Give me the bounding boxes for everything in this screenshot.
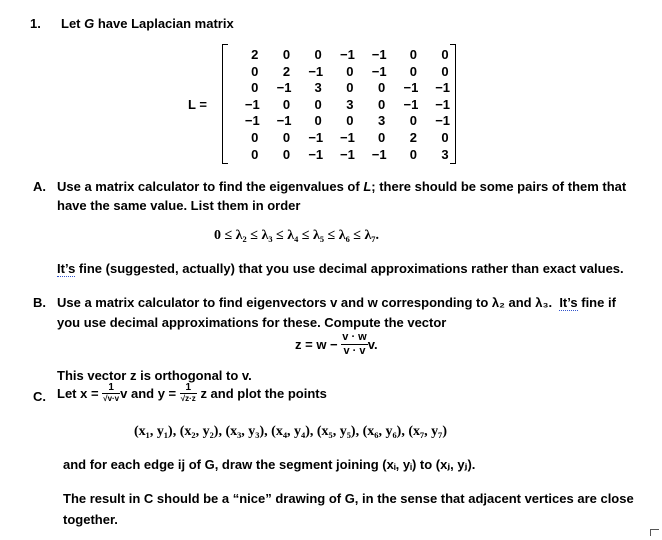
matrix-cell-value: 0 — [441, 47, 449, 62]
z-formula-num: v · w — [342, 331, 367, 343]
partB-line1-main: Use a matrix calculator to find eigenvectors v and w corresponding to λ₂ and λ₃. — [57, 295, 553, 310]
matrix-cell — [323, 146, 355, 163]
matrix-cell-value: 0 — [251, 63, 259, 79]
partC-text-a: Let x = — [57, 386, 99, 401]
matrix-cell — [387, 112, 419, 129]
matrix-cell-value: 0 — [314, 96, 322, 112]
partB-line1-word: It’s — [559, 295, 578, 310]
matrix-cell-value: −1 — [276, 80, 292, 96]
matrix-cell — [260, 129, 292, 146]
matrix-cell — [323, 112, 355, 129]
z-formula — [295, 331, 378, 358]
matrix-cell-value: −1 — [371, 146, 387, 162]
matrix-cell — [323, 46, 355, 63]
matrix-cell-value: 2 — [251, 47, 259, 62]
matrix-cell — [418, 46, 450, 63]
matrix-cell-value: −1 — [403, 96, 419, 112]
matrix-cell-value: 3 — [314, 80, 322, 96]
matrix-cell-value: −1 — [308, 130, 324, 145]
matrix-cell — [323, 96, 355, 113]
partA-note — [57, 261, 624, 276]
matrix-label-text: L = — [188, 97, 207, 112]
x-fraction — [102, 383, 120, 404]
matrix-cell — [260, 96, 292, 113]
matrix-row — [228, 129, 450, 146]
matrix-cell-value: −1 — [435, 113, 451, 129]
matrix-cell-value: 0 — [282, 146, 291, 162]
matrix-row — [228, 112, 450, 129]
matrix-cell-value: −1 — [371, 63, 387, 79]
matrix-cell-value: −1 — [244, 96, 260, 112]
matrix-cell — [228, 112, 260, 129]
matrix-cell-value: 0 — [409, 63, 417, 79]
matrix-cell — [228, 79, 260, 96]
matrix-cell-value: −1 — [340, 130, 355, 145]
matrix-cell-value: −1 — [371, 47, 387, 62]
matrix-cell — [355, 146, 387, 163]
matrix-cell — [418, 96, 450, 113]
partA-note-word: It’s — [57, 261, 76, 276]
matrix-cell — [260, 46, 292, 63]
matrix-cell — [418, 129, 450, 146]
intro-var: G — [84, 16, 95, 31]
matrix-cell — [355, 112, 387, 129]
matrix-right-bracket — [450, 44, 456, 164]
laplacian-matrix — [222, 44, 456, 166]
z-formula-tail: v. — [367, 337, 378, 352]
eigenvalue-inequality: 0 ≤ λ₂ ≤ λ₃ ≤ λ₄ ≤ λ₅ ≤ λ₆ ≤ λ₇. — [214, 228, 380, 243]
matrix-cell — [387, 46, 419, 63]
matrix-cell-value: −1 — [308, 146, 324, 162]
matrix-cell — [418, 63, 450, 80]
partA-line1-var: L — [363, 179, 372, 194]
matrix-cell — [355, 79, 387, 96]
intro-post: have Laplacian matrix — [94, 16, 234, 31]
partC-text-c: z and plot the points — [200, 386, 327, 401]
matrix-cell — [228, 63, 260, 80]
x-frac-num: 1 — [102, 383, 120, 394]
matrix-cell — [260, 63, 292, 80]
matrix-cell-value: −1 — [276, 113, 292, 129]
matrix-cell — [291, 46, 323, 63]
matrix-cell-value: 0 — [346, 63, 354, 79]
points-list: (x₁, y₁), (x₂, y₂), (x₃, y₃), (x₄, y₄), (x₅, y₅), (x₆, y₆), (x₇, y₇) — [134, 424, 448, 439]
matrix-cell — [418, 112, 450, 129]
matrix-cell — [291, 112, 323, 129]
matrix-cell — [228, 129, 260, 146]
partA-label: A. — [33, 179, 46, 194]
matrix-cell — [387, 129, 419, 146]
matrix-row — [228, 46, 450, 63]
problem-intro — [61, 16, 234, 31]
matrix-cell-value: −1 — [340, 146, 355, 162]
matrix-cell — [260, 146, 292, 163]
matrix-cell-value: 0 — [377, 80, 386, 96]
matrix-cell — [355, 96, 387, 113]
partC-line1 — [57, 383, 327, 404]
matrix-cell-value: 2 — [282, 63, 291, 79]
matrix-cell-value: 0 — [282, 130, 291, 145]
y-frac-den: √z·z — [180, 394, 196, 403]
matrix-cell-value: −1 — [340, 47, 355, 62]
matrix-cell-value: 0 — [441, 63, 449, 79]
matrix-cell-value: 0 — [251, 146, 259, 162]
matrix-cell — [418, 79, 450, 96]
resize-corner-icon — [650, 529, 659, 536]
matrix-cell — [291, 63, 323, 80]
matrix-cell-value: −1 — [435, 96, 451, 112]
matrix-cell — [323, 129, 355, 146]
matrix-cell-value: 0 — [377, 96, 386, 112]
matrix-cell-value: −1 — [308, 63, 324, 79]
partA-note-rest: fine (suggested, actually) that you use decimal approximations rather than exact values. — [75, 261, 624, 276]
z-formula-fraction — [341, 331, 367, 358]
partA-line1-post: ; there should be some pairs of them that — [371, 179, 627, 194]
matrix-cell-value: 0 — [409, 47, 417, 62]
matrix-label — [188, 97, 207, 112]
matrix-cell-value: 0 — [314, 47, 322, 62]
matrix-cell — [355, 63, 387, 80]
y-frac-num: 1 — [180, 383, 197, 394]
partB-line1 — [57, 295, 616, 310]
problem-number: 1. — [30, 16, 41, 31]
matrix-cell — [355, 129, 387, 146]
matrix-cell-value: 0 — [251, 130, 259, 145]
matrix-row — [228, 79, 450, 96]
partB-line2: you use decimal approximations for these. Compute the vector — [57, 315, 447, 330]
result-line2: together. — [63, 512, 118, 527]
matrix-cell — [355, 46, 387, 63]
matrix-cell-value: 0 — [409, 113, 417, 129]
partA-line1 — [57, 179, 626, 194]
matrix-cell-value: 0 — [346, 113, 354, 129]
matrix-cell-value: 3 — [346, 96, 354, 112]
matrix-cell — [260, 112, 292, 129]
matrix-cell-value: −1 — [435, 80, 451, 96]
matrix-cell — [323, 79, 355, 96]
partC-label: C. — [33, 389, 46, 404]
matrix-cell-value: 0 — [346, 80, 354, 96]
matrix-cell — [418, 146, 450, 163]
matrix-cell — [387, 146, 419, 163]
matrix-cell — [228, 46, 260, 63]
matrix-cell-value: 2 — [409, 130, 417, 145]
matrix-cell — [260, 79, 292, 96]
edge-instruction: and for each edge ij of G, draw the segment joining (xᵢ, yᵢ) to (xⱼ, yⱼ). — [63, 457, 476, 472]
matrix-cell-value: 3 — [441, 146, 449, 162]
matrix-cell-value: 0 — [314, 113, 322, 129]
matrix-cell — [291, 146, 323, 163]
matrix-cell-value: 0 — [251, 80, 259, 96]
matrix-cell-value: 3 — [377, 113, 386, 129]
matrix-cell-value: 0 — [441, 130, 449, 145]
partB-label: B. — [33, 295, 46, 310]
matrix-cell-value: 0 — [377, 130, 386, 145]
matrix-row — [228, 96, 450, 113]
z-formula-lhs: z = w − — [295, 337, 338, 352]
matrix-cell — [228, 146, 260, 163]
matrix-cell — [291, 79, 323, 96]
partA-line2: have the same value. List them in order — [57, 198, 301, 213]
z-formula-den: v · v — [343, 345, 366, 357]
matrix-cell — [387, 63, 419, 80]
partA-line1-pre: Use a matrix calculator to find the eigenvalues of — [57, 179, 364, 194]
matrix-cell — [387, 96, 419, 113]
y-fraction — [180, 383, 197, 404]
matrix-row — [228, 146, 450, 163]
matrix-cell — [291, 96, 323, 113]
partB-line1-tail: fine if — [577, 295, 616, 310]
x-frac-den: √v·v — [103, 394, 120, 403]
matrix-cell-value: 0 — [282, 47, 291, 62]
matrix-cell-value: 0 — [409, 146, 417, 162]
matrix-cell-value: −1 — [244, 113, 260, 129]
matrix-cell-value: 0 — [282, 96, 291, 112]
matrix-cell-value: −1 — [403, 80, 419, 96]
matrix-row — [228, 63, 450, 80]
matrix-cell — [323, 63, 355, 80]
matrix-cell — [387, 79, 419, 96]
partC-text-b: v and y = — [120, 386, 177, 401]
matrix-cell — [291, 129, 323, 146]
partB-orthogonal: This vector z is orthogonal to v. — [57, 368, 252, 383]
result-line1: The result in C should be a “nice” drawing of G, in the sense that adjacent vertices are close — [63, 491, 634, 506]
intro-pre: Let — [61, 16, 85, 31]
matrix-cell — [228, 96, 260, 113]
